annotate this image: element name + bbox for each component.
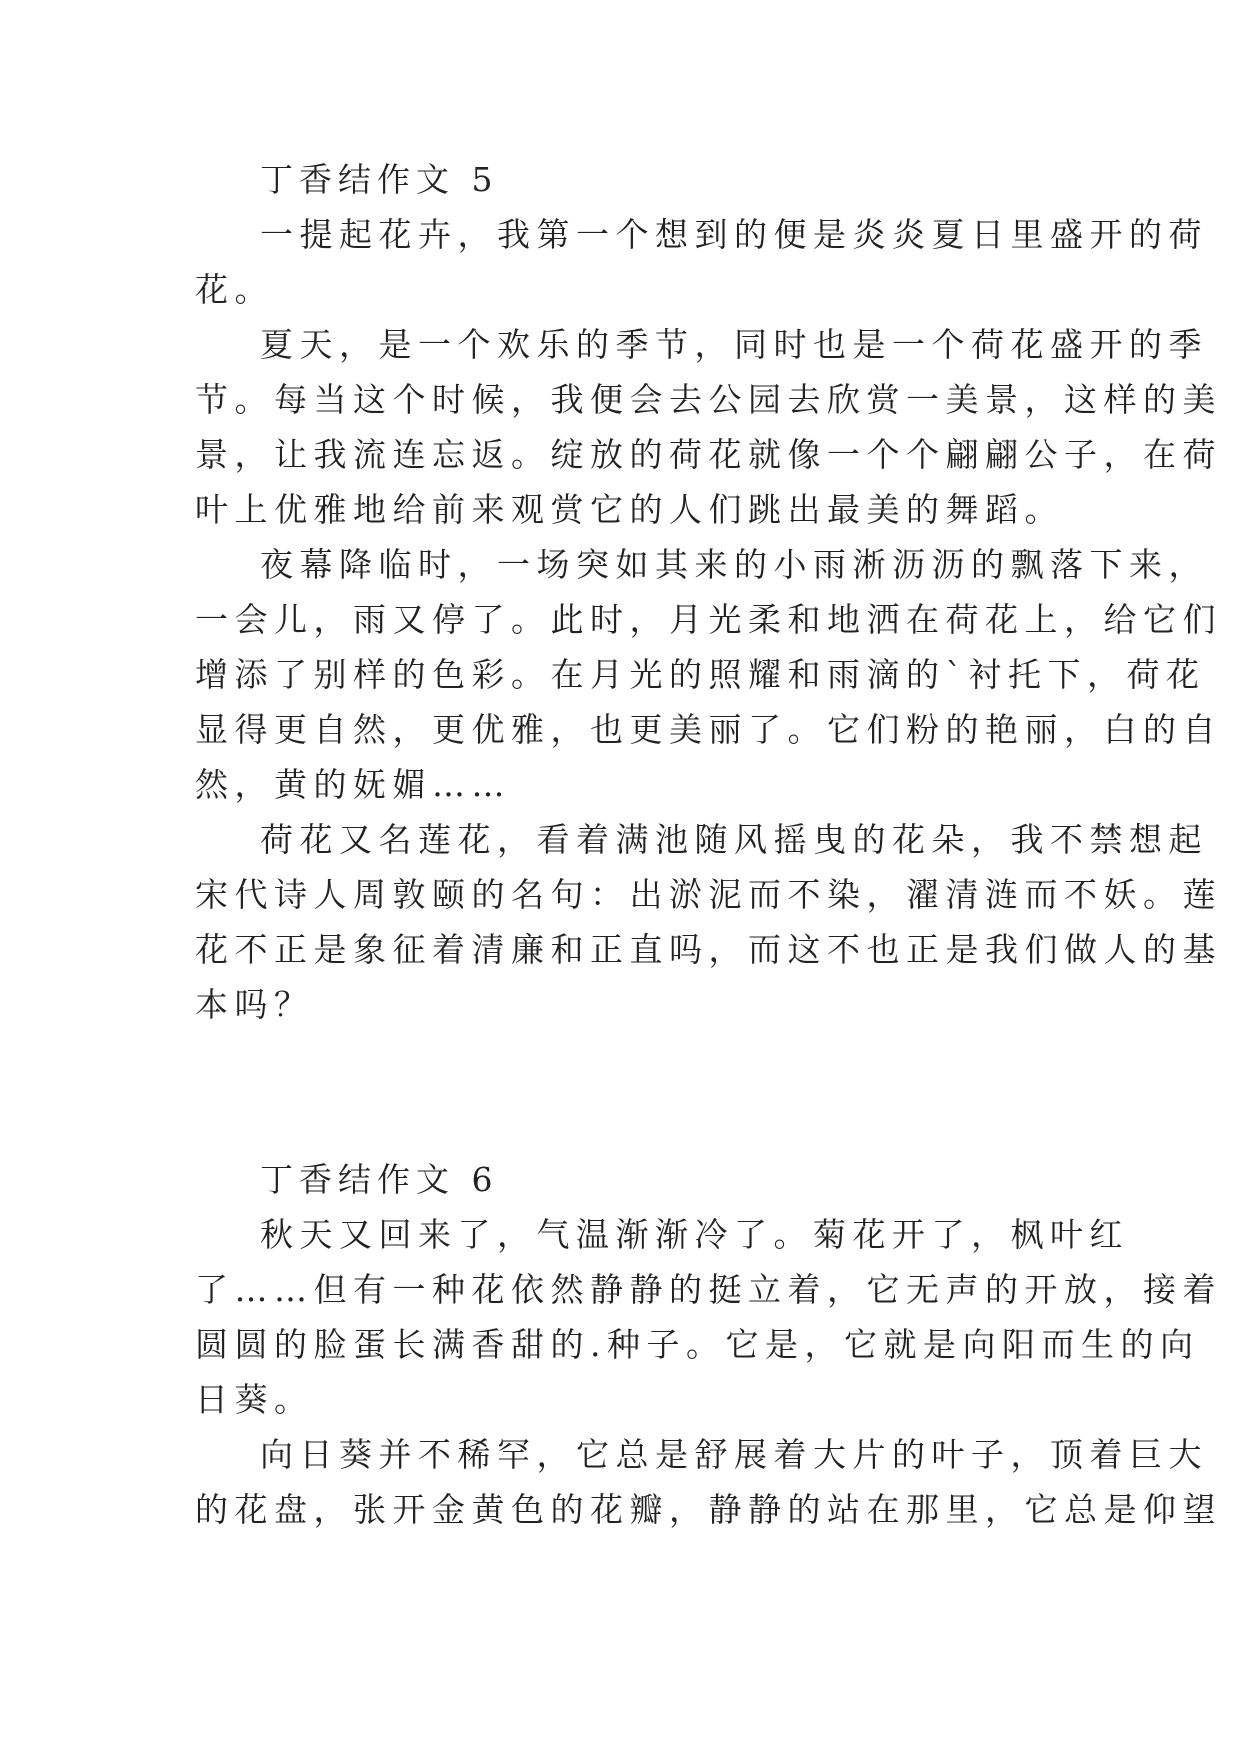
paragraph-line: 然，黄的妩媚……: [195, 765, 511, 804]
paragraph: [195, 812, 1222, 1032]
paragraph-line: 夜幕降临时，一场突如其来的小雨淅沥沥的飘落下来，: [260, 545, 1208, 584]
paragraph-line: 增添了别样的色彩。在月光的照耀和雨滴的`衬托下，荷花: [195, 655, 1206, 694]
section-6-heading: 丁香结作文 6: [260, 1160, 499, 1199]
paragraph-line: 圆圆的脸蛋长满香甜的.种子。它是，它就是向阳而生的向: [195, 1325, 1200, 1364]
paragraph-line: 一会儿，雨又停了。此时，月光柔和地洒在荷花上，给它们: [195, 600, 1222, 639]
section-5-heading: 丁香结作文 5: [260, 160, 499, 199]
section-5: [195, 152, 1222, 1032]
paragraph-line: 日葵。: [195, 1380, 314, 1419]
paragraph-line: 花不正是象征着清廉和正直吗，而这不也正是我们做人的基: [195, 930, 1222, 969]
paragraph-line: 荷花又名莲花，看着满池随风摇曳的花朵，我不禁想起: [260, 820, 1208, 859]
paragraph-line: 景，让我流连忘返。绽放的荷花就像一个个翩翩公子，在荷: [195, 435, 1222, 474]
paragraph-line: 花。: [195, 270, 274, 309]
paragraph-line: 的花盘，张开金黄色的花瓣，静静的站在那里，它总是仰望: [195, 1490, 1222, 1529]
paragraph-line: 一提起花卉，我第一个想到的便是炎炎夏日里盛开的荷: [260, 215, 1208, 254]
paragraph-line: 叶上优雅地给前来观赏它的人们跳出最美的舞蹈。: [195, 490, 1064, 529]
paragraph-line: 节。每当这个时候，我便会去公园去欣赏一美景，这样的美: [195, 380, 1222, 419]
paragraph: [195, 207, 1208, 317]
paragraph-line: 了……但有一种花依然静静的挺立着，它无声的开放，接着: [195, 1270, 1222, 1309]
paragraph: [195, 1427, 1222, 1537]
paragraph-line: 本吗？: [195, 985, 314, 1024]
section-6: [195, 1152, 1222, 1537]
paragraph-line: 向日葵并不稀罕，它总是舒展着大片的叶子，顶着巨大: [260, 1435, 1208, 1474]
paragraph: [195, 1207, 1222, 1427]
paragraph-line: 宋代诗人周敦颐的名句：出淤泥而不染，濯清涟而不妖。莲: [195, 875, 1222, 914]
paragraph: [195, 317, 1222, 537]
paragraph: [195, 537, 1222, 812]
paragraph-line: 秋天又回来了，气温渐渐冷了。菊花开了，枫叶红: [260, 1215, 1129, 1254]
paragraph-line: 夏天，是一个欢乐的季节，同时也是一个荷花盛开的季: [260, 325, 1208, 364]
paragraph-line: 显得更自然，更优雅，也更美丽了。它们粉的艳丽，白的自: [195, 710, 1222, 749]
